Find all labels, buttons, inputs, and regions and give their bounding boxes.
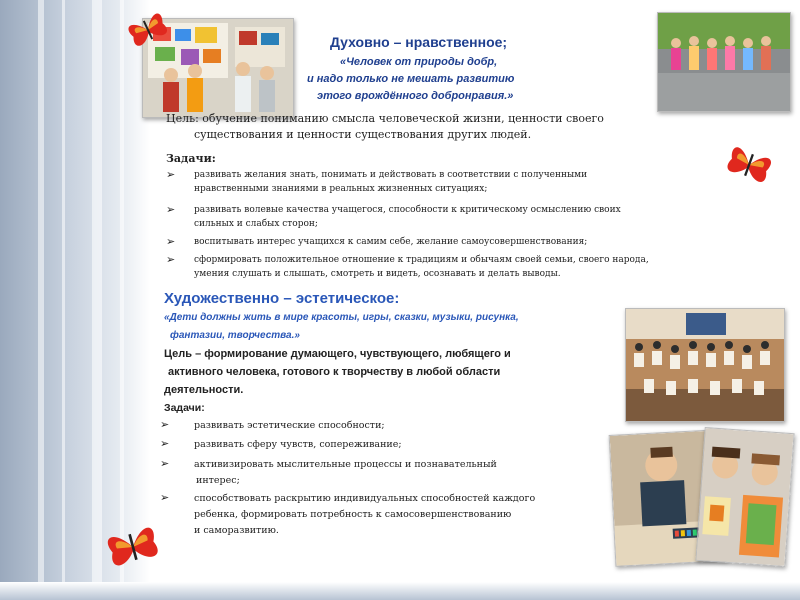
section2-quote-line1: «Дети должны жить в мире красоты, игры, сказки, музыки, рисунка, xyxy=(164,312,519,323)
section1-quote-line2: и надо только не мешать развитию xyxy=(307,73,515,85)
section2-task2-line1: развивать сферу чувств, сопереживание; xyxy=(194,439,402,450)
section1-task4-line2: умения слушать и слышать, смотреть и видеть, осознавать и делать выводы. xyxy=(194,269,561,279)
section2-task4-line2: ребенка, формировать потребность к самосовершенствованию xyxy=(194,509,512,520)
section2-quote-line2: фантазии, творчества.» xyxy=(170,330,300,341)
section1-heading: Духовно – нравственное; xyxy=(330,34,508,50)
bullet-icon: ➢ xyxy=(160,458,170,470)
section2-task1-line1: развивать эстетические способности; xyxy=(194,420,385,431)
section2-goal-line1: Цель – формирование думающего, чувствующего, любящего и xyxy=(164,348,511,360)
section2-task4-line1: способствовать раскрытию индивидуальных способностей каждого xyxy=(194,493,536,504)
section1-task4-line1: сформировать положительное отношение к традициям и обычаям своей семьи, своего народа, xyxy=(194,255,649,265)
photo-class-with-drawings xyxy=(625,308,785,422)
section2-goal-line3: деятельности. xyxy=(164,384,244,396)
bullet-icon: ➢ xyxy=(166,254,176,266)
section2-tasks-label: Задачи: xyxy=(164,402,205,414)
bullet-icon: ➢ xyxy=(166,236,176,248)
bullet-icon: ➢ xyxy=(160,492,170,504)
section1-task1-line2: нравственными знаниями в реальных жизненных ситуациях; xyxy=(194,184,488,194)
section1-task3-line1: воспитывать интерес учащихся к самим себе, желание самоусовершенствования; xyxy=(194,237,588,247)
section2-task3-line2: интерес; xyxy=(196,475,240,486)
butterfly-icon xyxy=(104,518,162,581)
photo-children-outdoors xyxy=(657,12,791,112)
bullet-icon: ➢ xyxy=(160,419,170,431)
sidebar-decoration xyxy=(0,0,150,600)
bullet-icon: ➢ xyxy=(160,438,170,450)
section2-task4-line3: и саморазвитию. xyxy=(194,525,279,536)
photo-girls-with-paintings xyxy=(695,427,794,567)
section1-quote-line1: «Человек от природы добр, xyxy=(340,56,498,68)
section1-task1-line1: развивать желания знать, понимать и действовать в соответствии с полученными xyxy=(194,170,588,180)
section1-quote-line3: этого врождённого добронравия.» xyxy=(317,90,514,102)
section1-goal-line2: существования и ценности существования других людей. xyxy=(194,128,532,141)
bottom-band xyxy=(0,582,800,600)
butterfly-icon xyxy=(724,140,774,195)
section1-task2-line2: сильных и слабых сторон; xyxy=(194,219,318,229)
section2-goal-line2: активного человека, готового к творчеству в любой области xyxy=(168,366,501,378)
section2-task3-line1: активизировать мыслительные процессы и познавательный xyxy=(194,459,497,470)
bullet-icon: ➢ xyxy=(166,204,176,216)
section2-heading: Художественно – эстетическое: xyxy=(164,290,400,307)
section1-tasks-label: Задачи: xyxy=(166,152,216,165)
butterfly-icon xyxy=(126,8,170,57)
section1-goal-line1: Цель: обучение пониманию смысла человеческой жизни, ценности своего xyxy=(166,112,604,125)
bullet-icon: ➢ xyxy=(166,169,176,181)
section1-task2-line1: развивать волевые качества учащегося, способности к критическому осмыслению своих xyxy=(194,205,621,215)
